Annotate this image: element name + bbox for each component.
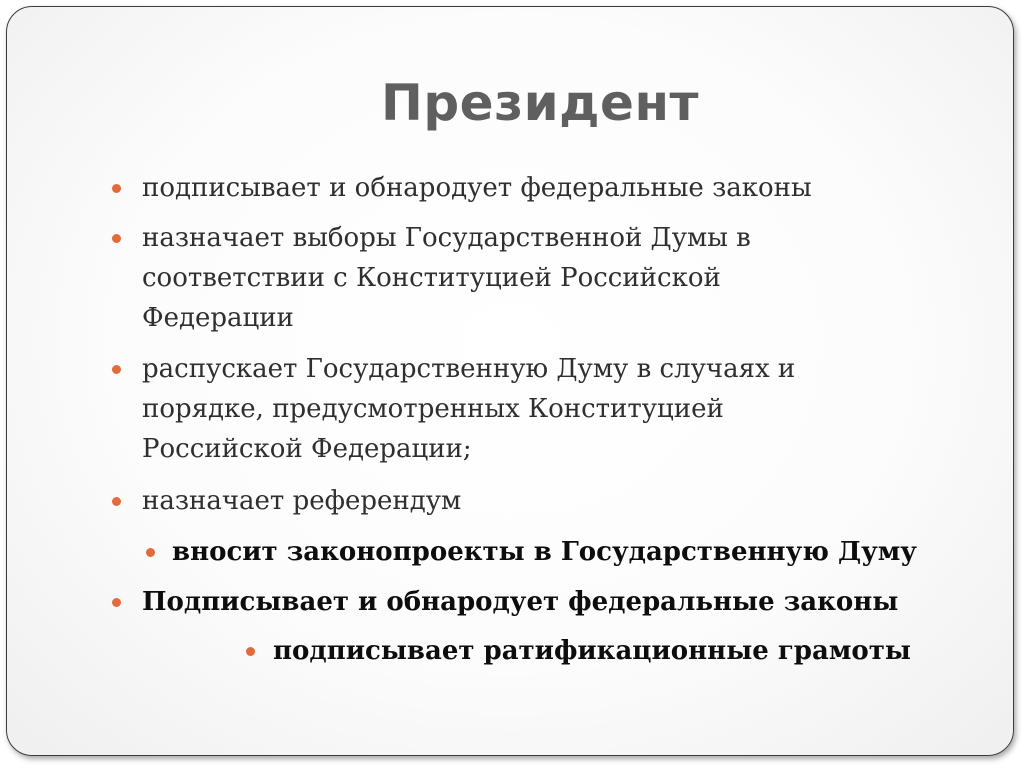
list-item	[142, 168, 812, 208]
list-item	[142, 349, 795, 469]
list-item-text: Федерации	[142, 303, 294, 333]
list-item	[273, 631, 911, 671]
bullet-dot-icon	[112, 365, 121, 374]
bullet-dot-icon	[112, 598, 121, 607]
list-item-text: Подписывает и обнародует федеральные законы	[142, 587, 899, 617]
bullet-dot-icon	[112, 234, 121, 243]
list-item-text: подписывает ратификационные грамоты	[273, 636, 911, 666]
list-item-text: Российской Федерации;	[142, 434, 472, 464]
list-item-text: подписывает и обнародует федеральные законы	[142, 173, 812, 203]
list-item	[142, 481, 461, 521]
list-item-text: вносит законопроекты в Государственную Думу	[172, 537, 917, 567]
list-item	[142, 218, 751, 338]
slide-title: Президент	[381, 74, 699, 132]
bullet-dot-icon	[112, 497, 121, 506]
list-item-text: порядке, предусмотренных Конституцией	[142, 394, 724, 424]
bullet-dot-icon	[112, 184, 121, 193]
list-item-text: назначает выборы Государственной Думы в	[142, 223, 751, 253]
list-item-text: соответствии с Конституцией Российской	[142, 263, 721, 293]
bullet-dot-icon	[146, 548, 155, 557]
list-item-text: распускает Государственную Думу в случаях и	[142, 354, 796, 384]
list-item	[142, 582, 898, 622]
bullet-dot-icon	[246, 647, 255, 656]
list-item	[172, 532, 917, 572]
list-item-text: назначает референдум	[142, 486, 462, 516]
